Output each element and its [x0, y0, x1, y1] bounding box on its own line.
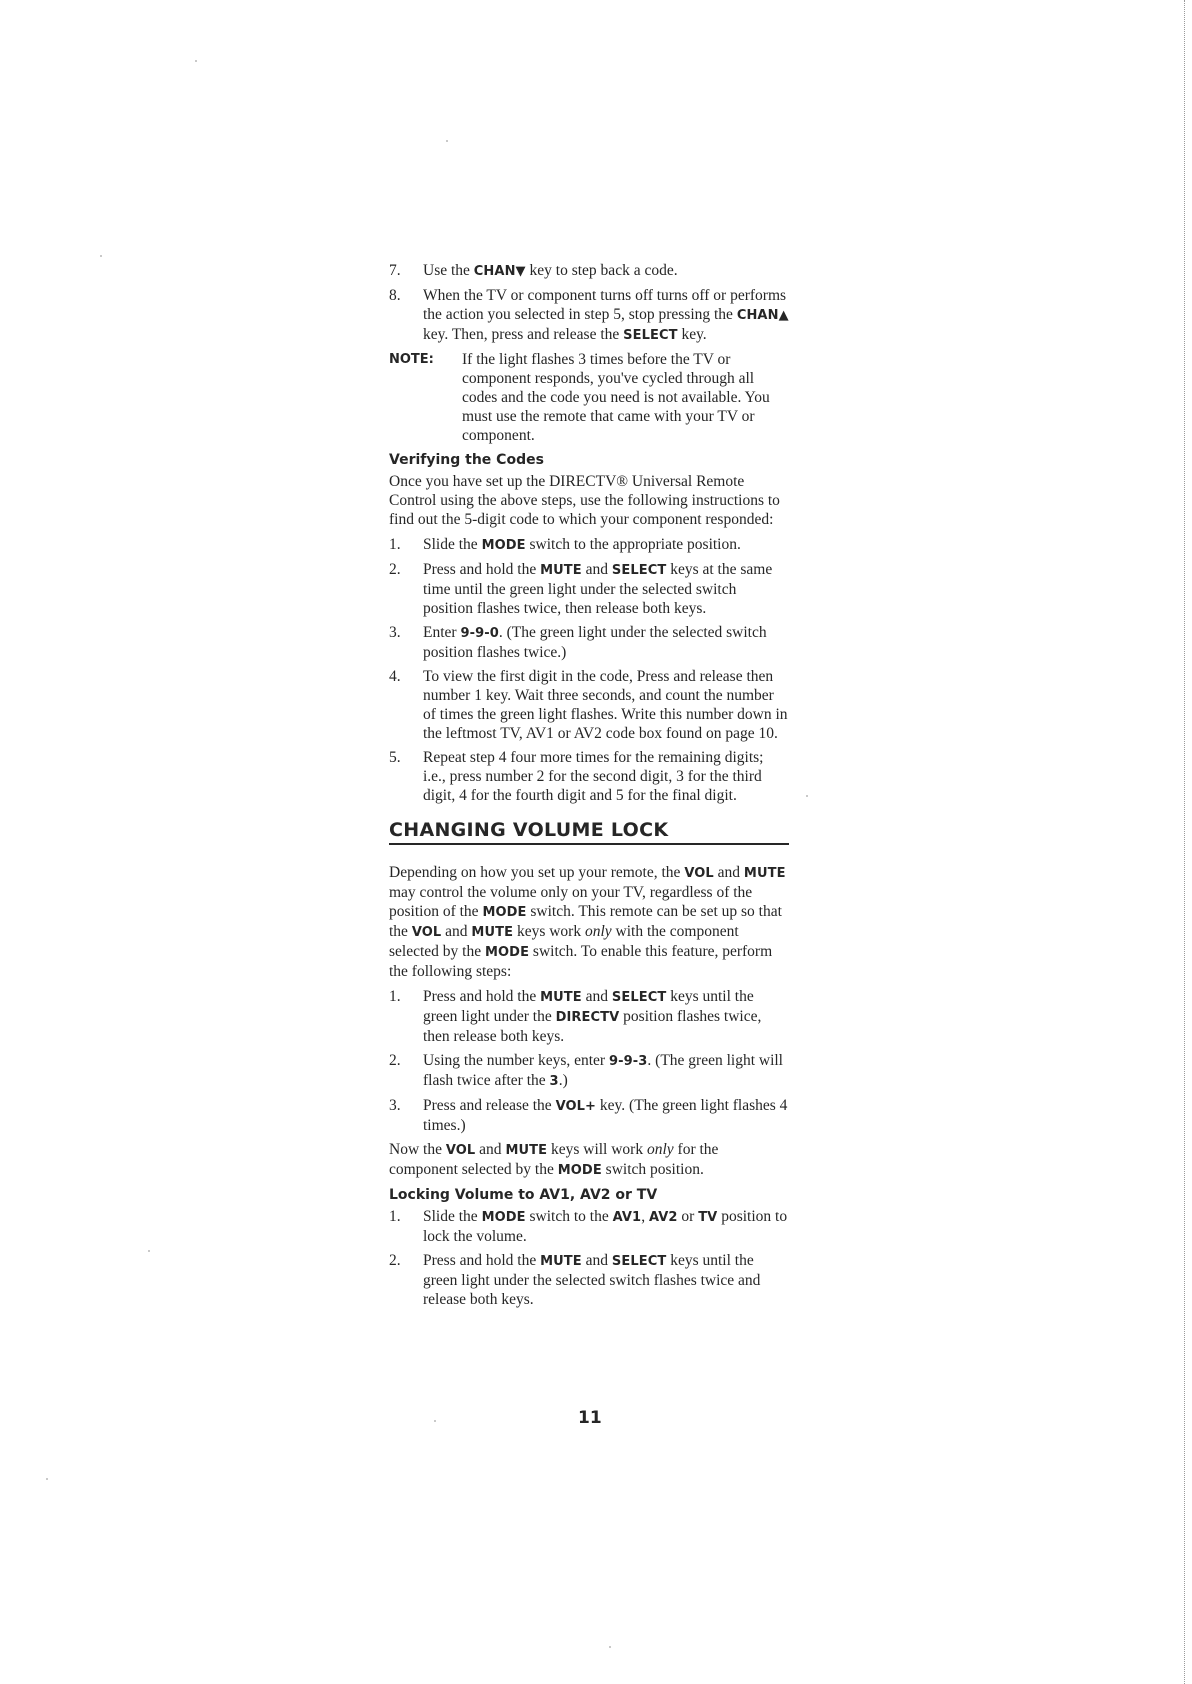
step-number: 3.	[389, 624, 401, 641]
scan-speck	[195, 60, 197, 62]
step-text	[423, 1051, 789, 1091]
volume-steps-list	[389, 987, 789, 1135]
text-run: . (The green light under the selected switch position flashes twice.)	[423, 624, 767, 661]
volume-outro	[389, 1140, 789, 1180]
step-number: 7.	[389, 262, 401, 279]
text-run: and	[475, 1141, 506, 1158]
key-name: MUTE	[471, 925, 514, 940]
key-name: CHAN▲	[736, 308, 789, 323]
key-name: TV	[698, 1210, 718, 1225]
text-run: To view the first digit in the code, Press and release then number 1 key. Wait three seconds, and count the number of times the green light flashes. Write this number down in the leftmost TV, AV1 or AV2 code box found on page 10.	[423, 668, 788, 742]
text-run: When the TV or component turns off turns off or performs the action you selected in step 5, stop pressing the	[423, 287, 787, 323]
lock-steps-list	[389, 1207, 789, 1309]
text-run: and	[581, 561, 612, 578]
step-text	[423, 1207, 789, 1246]
step-text	[423, 748, 789, 805]
key-name: MUTE	[743, 866, 786, 881]
list-item	[389, 987, 789, 1046]
step-text	[423, 1096, 789, 1135]
volume-intro	[389, 863, 789, 981]
note-text: If the light flashes 3 times before the TV or component responds, you've cycled through all codes and the code you need is not available. You must use the remote that came with your TV or component.	[462, 351, 770, 444]
top-steps-list	[389, 261, 789, 345]
key-name: MODE	[481, 538, 526, 553]
step-text	[423, 623, 789, 662]
key-name: MODE	[484, 945, 530, 960]
step-number: 1.	[389, 536, 401, 553]
text-run: . (The green light will flash twice after the	[423, 1052, 783, 1089]
text-run: keys work	[513, 923, 585, 940]
scan-speck	[46, 1478, 48, 1480]
page-edge-rule	[1184, 0, 1186, 1684]
section-heading: CHANGING VOLUME LOCK	[389, 819, 669, 841]
text-run: and	[441, 923, 472, 940]
text-run: Press and hold the	[423, 1252, 541, 1269]
verify-intro: Once you have set up the DIRECTV® Universal Remote Control using the above steps, use the following instructions to find out the 5-digit code to which your component responded:	[389, 473, 780, 528]
key-name: 9-9-3	[608, 1054, 648, 1069]
key-name: AV2	[648, 1210, 678, 1225]
text-run: Repeat step 4 four more times for the remaining digits; i.e., press number 2 for the second digit, 3 for the third digit, 4 for the fourth digit and 5 for the final digit.	[423, 749, 764, 804]
list-item	[389, 623, 789, 662]
text-run: Press and hold the	[423, 561, 541, 578]
list-item	[389, 748, 789, 805]
text-run: position flashes twice, then release both keys.	[423, 1008, 762, 1045]
section-rule	[389, 843, 789, 845]
scan-speck	[446, 140, 448, 142]
scan-speck	[609, 1646, 611, 1648]
text-run: key. Then, press and release the	[423, 326, 624, 343]
text-run: key. (The green light flashes 4 times.)	[423, 1097, 788, 1134]
key-name: MODE	[481, 1210, 526, 1225]
list-item	[389, 1096, 789, 1135]
text-run: ,	[641, 1208, 649, 1225]
list-item	[389, 261, 789, 281]
list-item	[389, 1251, 789, 1309]
step-number: 2.	[389, 561, 401, 578]
text-run: and	[581, 988, 612, 1005]
text-run: with the component selected by the	[389, 923, 739, 960]
key-name: DIRECTV	[555, 1010, 620, 1025]
note-label: NOTE:	[389, 352, 434, 367]
list-item	[389, 535, 789, 555]
scan-speck	[148, 1250, 150, 1252]
list-item	[389, 560, 789, 618]
key-name: 9-9-0	[460, 626, 499, 641]
text-run: Enter	[423, 624, 461, 641]
key-name: MUTE	[540, 563, 582, 578]
key-name: AV1	[612, 1210, 642, 1225]
text-run: switch position.	[601, 1161, 704, 1178]
content-column	[389, 261, 789, 1314]
scan-speck	[434, 1420, 436, 1422]
step-number: 2.	[389, 1052, 401, 1069]
step-text	[423, 535, 789, 555]
text-run: position to lock the volume.	[423, 1208, 788, 1245]
key-name: MUTE	[540, 1254, 582, 1269]
text-run: and	[581, 1252, 612, 1269]
note-block	[389, 350, 789, 445]
key-name: VOL	[411, 925, 442, 940]
key-name: MODE	[482, 905, 527, 920]
list-item	[389, 1051, 789, 1091]
step-text	[423, 1251, 789, 1309]
text-run: keys until the green light under the	[423, 988, 754, 1025]
page-number: 11	[578, 1408, 602, 1428]
step-text	[423, 261, 789, 281]
text-run: switch to the appropriate position.	[525, 536, 741, 553]
list-item	[389, 286, 789, 345]
step-number: 1.	[389, 1208, 401, 1225]
text-run: for the component selected by the	[389, 1141, 719, 1178]
lock-heading: Locking Volume to AV1, AV2 or TV	[389, 1187, 658, 1203]
verify-steps-list	[389, 535, 789, 805]
text-run: key to step back a code.	[525, 262, 678, 279]
text-run: switch to the	[525, 1208, 613, 1225]
key-name: VOL+	[555, 1099, 597, 1114]
text-run: Slide the	[423, 536, 482, 553]
text-run: keys will work	[547, 1141, 647, 1158]
step-text	[423, 560, 789, 618]
key-name: VOL	[684, 866, 714, 881]
step-number: 4.	[389, 668, 401, 685]
text-run: Using the number keys, enter	[423, 1052, 609, 1069]
text-run: Use the	[423, 262, 474, 279]
key-name: MODE	[557, 1163, 602, 1178]
text-run: and	[713, 864, 744, 881]
emphasis-text: only	[584, 923, 612, 940]
text-run: keys until the green light under the selected switch flashes twice and release both keys.	[423, 1252, 761, 1308]
key-name: MUTE	[505, 1143, 548, 1158]
key-name: 3	[549, 1074, 559, 1089]
scan-speck	[100, 255, 102, 257]
scan-speck	[806, 795, 808, 797]
text-run: or	[677, 1208, 699, 1225]
step-number: 5.	[389, 749, 401, 766]
text-run: key.	[677, 326, 707, 343]
key-name: MUTE	[540, 990, 582, 1005]
step-number: 3.	[389, 1097, 401, 1114]
step-text	[423, 667, 789, 743]
list-item	[389, 1207, 789, 1246]
text-run: Now the	[389, 1141, 446, 1158]
key-name: CHAN▼	[473, 264, 526, 279]
text-run: may control the volume only on your TV, regardless of the position of the	[389, 884, 753, 920]
key-name: SELECT	[611, 990, 667, 1005]
list-item	[389, 667, 789, 743]
step-text	[423, 987, 789, 1046]
text-run: Slide the	[423, 1208, 482, 1225]
text-run: Press and hold the	[423, 988, 541, 1005]
verify-heading: Verifying the Codes	[389, 452, 544, 468]
key-name: SELECT	[611, 1254, 667, 1269]
text-run: keys at the same time until the green light under the selected switch position flashes twice, then release both keys.	[423, 561, 773, 617]
key-name: SELECT	[611, 563, 667, 578]
text-run: Depending on how you set up your remote, the	[389, 864, 685, 881]
text-run: switch. To enable this feature, perform the following steps:	[389, 943, 773, 980]
step-text	[423, 286, 789, 345]
text-run: switch. This remote can be set up so that the	[389, 903, 782, 940]
step-number: 1.	[389, 988, 401, 1005]
step-number: 8.	[389, 287, 401, 304]
key-name: SELECT	[623, 328, 678, 343]
text-run: Press and release the	[423, 1097, 556, 1114]
text-run: .)	[558, 1072, 568, 1089]
key-name: VOL	[445, 1143, 476, 1158]
emphasis-text: only	[646, 1141, 674, 1158]
step-number: 2.	[389, 1252, 401, 1269]
